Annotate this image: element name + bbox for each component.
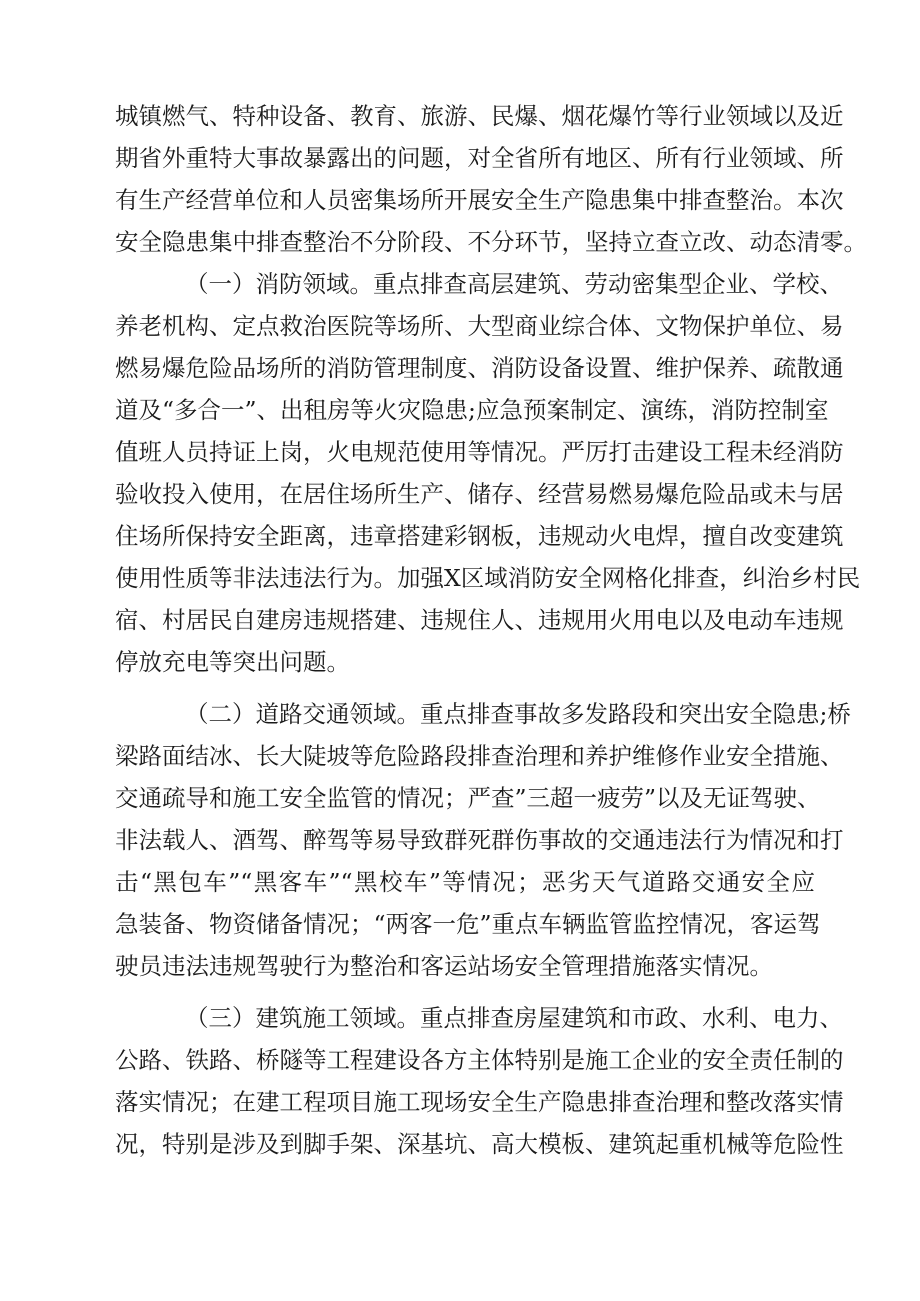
text-line: 养老机构、定点救治医院等场所、大型商业综合体、文物保护单位、易 <box>115 312 844 340</box>
section-heading-road-traffic: （二）道路交通领域。重点排查事故多发路段和突出安全隐患;桥 <box>185 700 851 728</box>
text-line: 停放充电等突出问题。 <box>115 648 350 676</box>
text-line: 验收投入使用，在居住场所生产、储存、经营易燃易爆危险品或未与居 <box>115 480 844 508</box>
text-line: 城镇燃气、特种设备、教育、旅游、民爆、烟花爆竹等行业领域以及近 <box>115 102 844 130</box>
text-line: 期省外重特大事故暴露出的问题，对全省所有地区、所有行业领域、所 <box>115 144 844 172</box>
text-line: 梁路面结冰、长大陡坡等危险路段排查治理和养护维修作业安全措施、 <box>115 742 844 770</box>
text-line: 值班人员持证上岗，火电规范使用等情况。严厉打击建设工程未经消防 <box>115 438 844 466</box>
text-line: 使用性质等非法违法行为。加强X区域消防安全网格化排查，纠治乡村民 <box>115 564 861 592</box>
text-line: 非法载人、酒驾、醉驾等易导致群死群伤事故的交通违法行为情况和打 <box>115 826 844 854</box>
text-line: 况，特别是涉及到脚手架、深基坑、高大模板、建筑起重机械等危险性 <box>115 1130 844 1158</box>
text-line: 公路、铁路、桥隧等工程建设各方主体特别是施工企业的安全责任制的 <box>115 1046 844 1074</box>
text-line: 击“黑包车”“黑客车”“黑校车”等情况；恶劣天气道路交通安全应 <box>115 868 815 896</box>
text-line: 驶员违法违规驾驶行为整治和客运站场安全管理措施落实情况。 <box>115 952 773 980</box>
text-line: 安全隐患集中排查整治不分阶段、不分环节，坚持立查立改、动态清零。 <box>115 228 867 256</box>
text-line: 燃易爆危险品场所的消防管理制度、消防设备设置、维护保养、疏散通 <box>115 354 844 382</box>
text-line: 有生产经营单位和人员密集场所开展安全生产隐患集中排查整治。本次 <box>115 186 844 214</box>
text-line: 道及“多合一”、出租房等火灾隐患;应急预案制定、演练，消防控制室 <box>115 396 829 424</box>
text-line: 交通疏导和施工安全监管的情况；严查”三超一疲劳”以及无证驾驶、 <box>115 784 821 812</box>
text-line: 宿、村居民自建房违规搭建、违规住人、违规用火用电以及电动车违规 <box>115 606 844 634</box>
text-line: 急装备、物资储备情况；“两客一危”重点车辆监管监控情况，客运驾 <box>115 910 821 938</box>
text-line: 住场所保持安全距离，违章搭建彩钢板，违规动火电焊，擅自改变建筑 <box>115 522 844 550</box>
text-line: 落实情况；在建工程项目施工现场安全生产隐患排查治理和整改落实情 <box>115 1088 844 1116</box>
section-heading-construction: （三）建筑施工领域。重点排查房屋建筑和市政、水利、电力、 <box>185 1004 843 1032</box>
section-heading-fire: （一）消防领域。重点排查高层建筑、劳动密集型企业、学校、 <box>185 270 843 298</box>
